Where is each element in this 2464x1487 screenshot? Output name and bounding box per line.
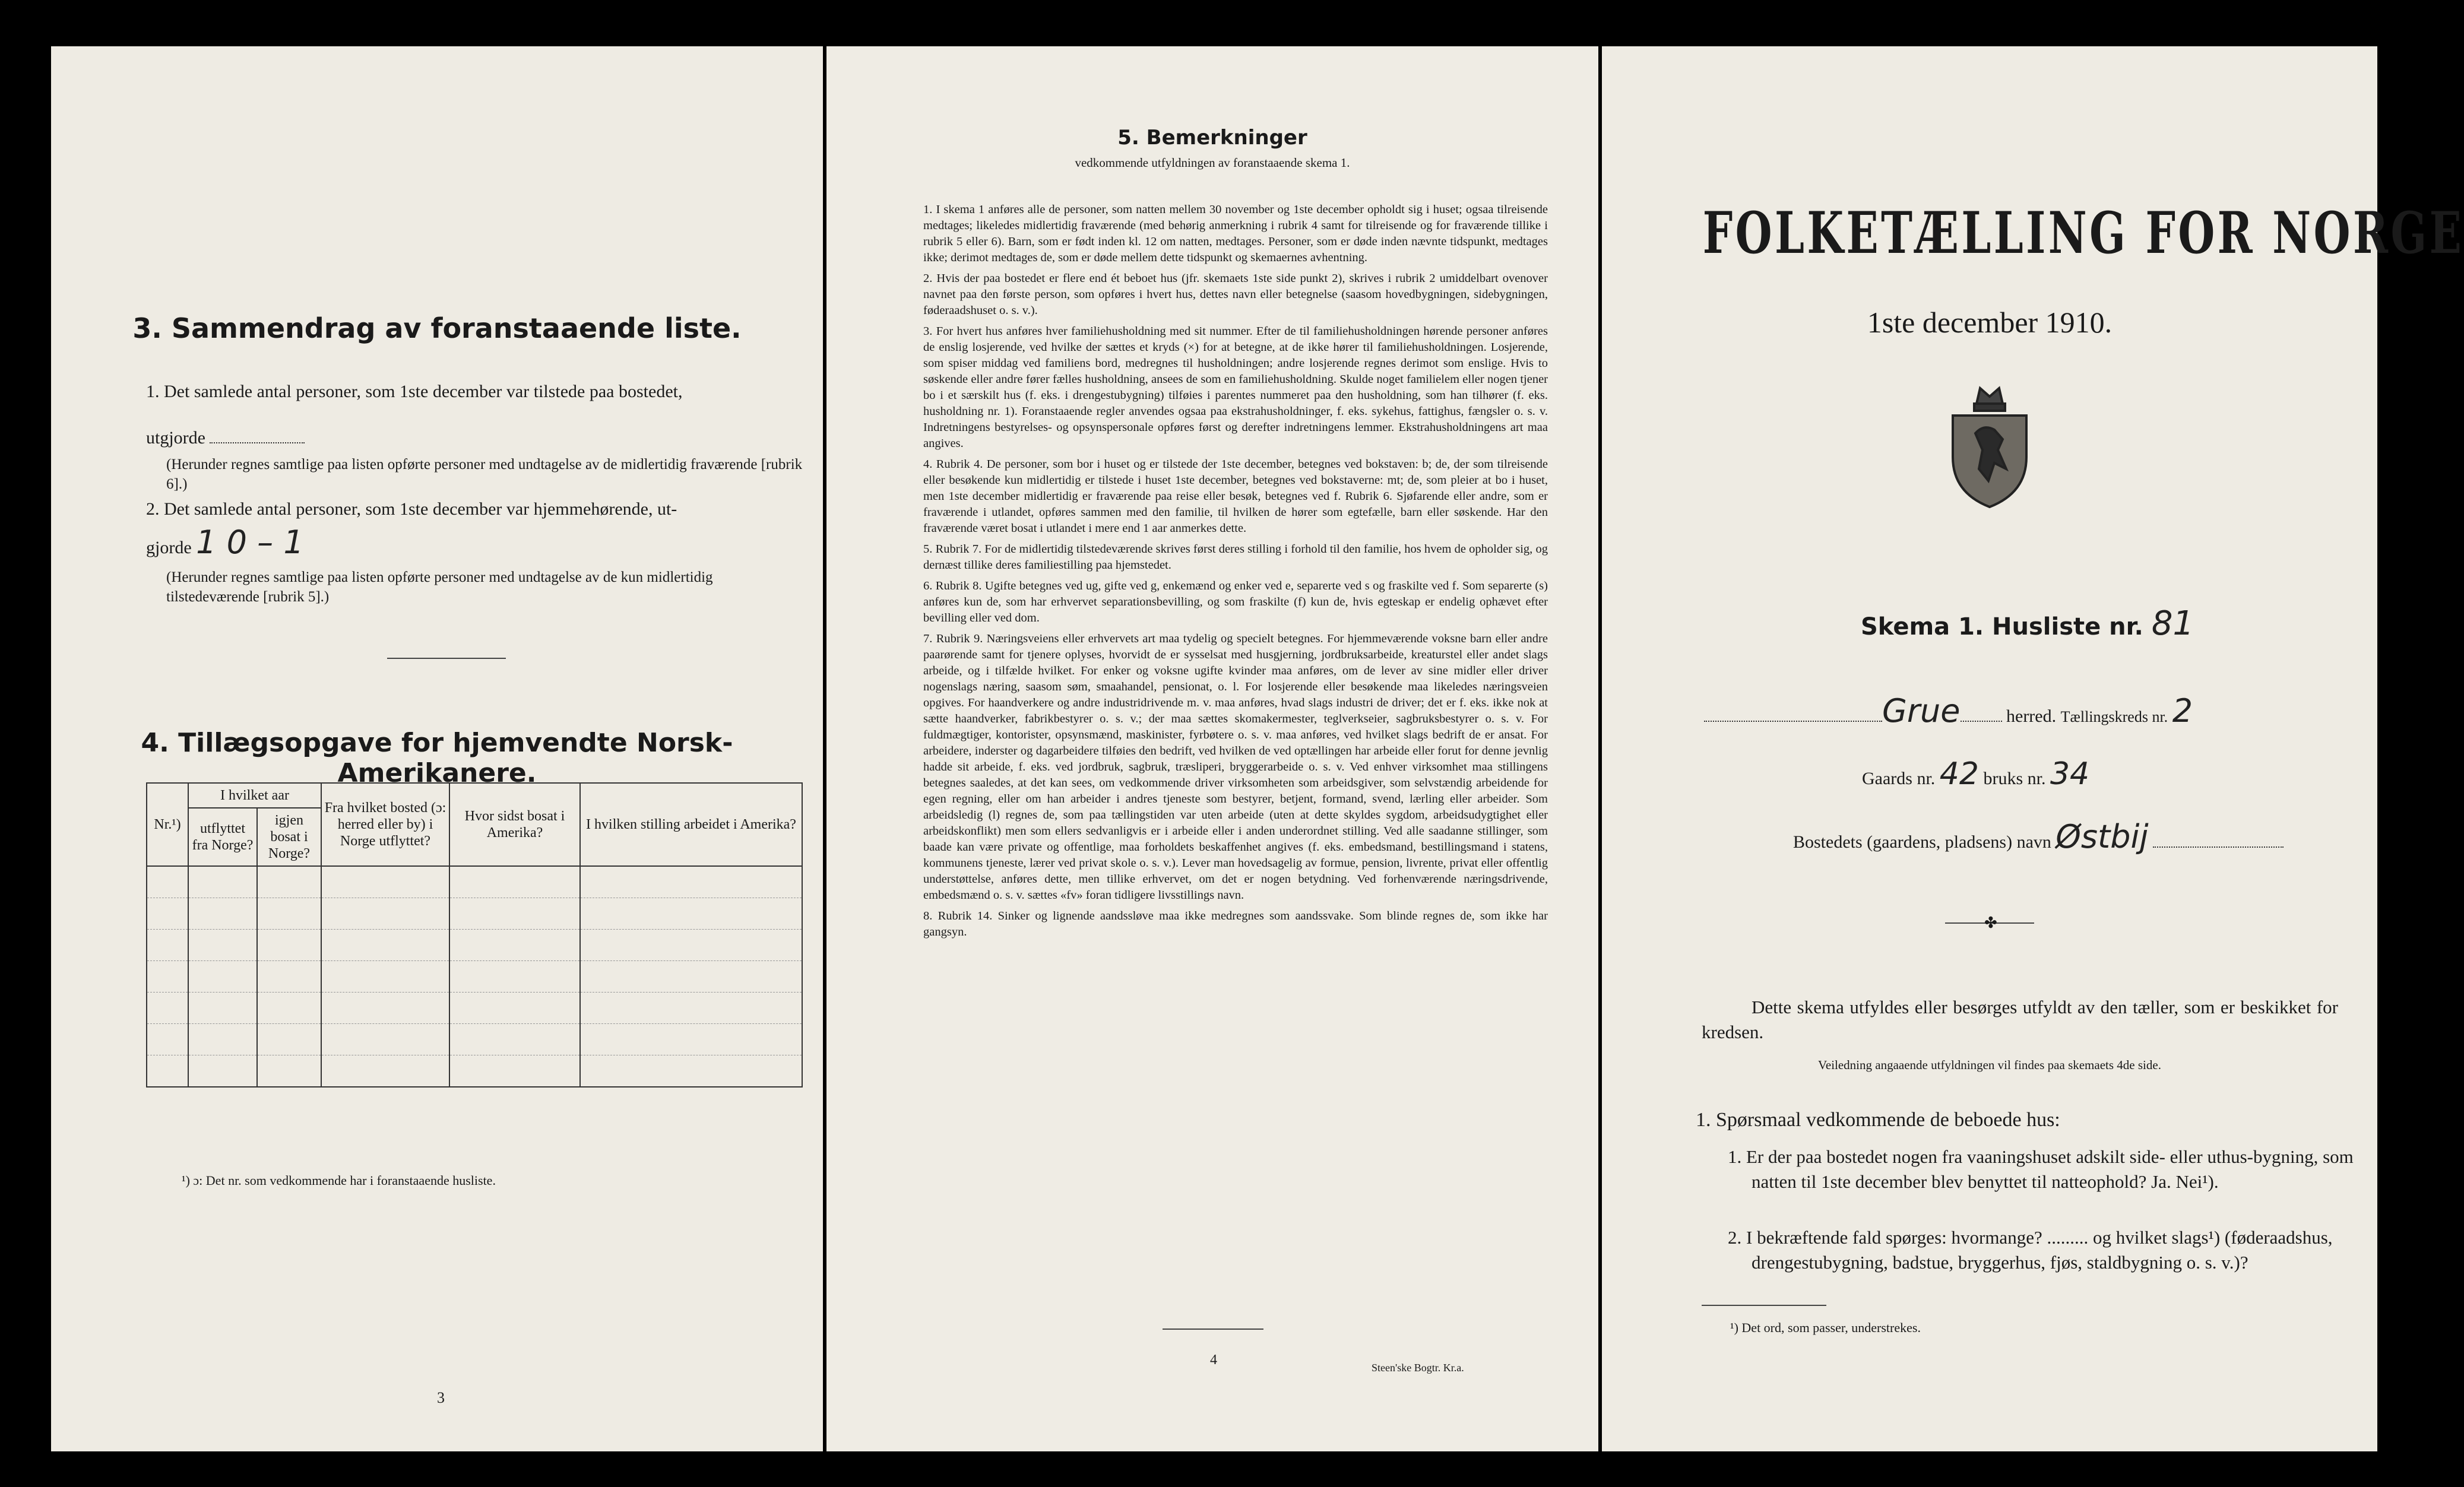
col-nr: Nr.¹)	[147, 783, 188, 866]
herred-value: Grue	[1882, 692, 1961, 730]
col-from-where: Fra hvilket bosted (ɔ: herred eller by) i Norge utflyttet?	[321, 783, 449, 866]
item2-handwritten-value: 1 0 – 1	[196, 524, 304, 561]
col-last-america: Hvor sidst bosat i Amerika?	[449, 783, 580, 866]
bosted-row	[1793, 818, 2284, 855]
item2-note: (Herunder regnes samtlige paa listen opførte personer med undtagelse av de kun midlertidig tilstedeværende [rubrik 5].)	[166, 569, 713, 605]
section3-item2	[146, 496, 805, 607]
page-left	[51, 46, 823, 1451]
section4-footnote: ¹) ɔ: Det nr. som vedkommende har i foranstaaende husliste.	[182, 1173, 496, 1188]
table-row	[147, 1055, 802, 1087]
divider	[1163, 1329, 1263, 1330]
bruks-value: 34	[2050, 756, 2090, 792]
item1-note: (Herunder regnes samtlige paa listen opførte personer med undtagelse av de midlertidig fraværende [rubrik 6].)	[166, 456, 803, 492]
gaards-row	[1862, 756, 2089, 792]
table-row	[147, 1024, 802, 1055]
remark-item: 7. Rubrik 9. Næringsveiens eller erhvervets art maa tydelig og specielt betegnes. For hjemmeværende voksne barn eller andre paarørende samt for tjenere oplyses, hvorvidt de er sysselsat med husgjerning, jordbruksarbeide, kreaturstel eller andet slags arbeide, og i tilfælde hvilket. For enker og voksne ugifte kvinder maa anføres, om de lever av sine midler eller driver nogenslags næring, saasom søm, smaahandel, pensionat, o. l. For losjerende eller besøkende maa likeledes næringsveien opgives. For haandverkere og andre industridrivende m. v. maa anføres, hvad slags industri de driver; det er f. eks. ikke nok at sætte haandverker, fabrikbestyrer o. s. v.; der maa sættes skomakermester, teglverkseier, sagbruksbestyrer o. s. v. For fuldmægtiger, kontorister, opsynsmænd, maskinister, fyrbøtere o. s. v. maa anføres, ved hvilket slags bedrift de er ansat. For arbeidere, inderster og dagarbeidere tilføies den bedrift, ved hvilken de ved optællingen har arbeide eller forut for denne jevnlig hadde sit arbeide, f. eks. ved jordbruk, sagbruk, træsliperi, bryggerarbeide o. s. v. Ved enhver virksomhet maa stillingens betegnes saaledes, at det kan sees, om vedkommende driver virksomheten som arbeidsgiver, som selvstændig arbeidende for egen regning, eller om han arbeider i andres tjeneste som bestyrer, betjent, formand, svend, lærling eller arbeider. Som arbeidsledig (l) regnes de, som paa tællingstiden var uten arbeide (uten at dette skyldes sygdom, arbeidsudygtighet eller arbeidskonflikt) men som ellers sedvanligvis er i arbeide eller i anden underordnet stilling. Ved alle saadanne stillinger, som baade kan være private og offentlige, maa forholdets beskaffenhet angives (f. eks. embedsmand, bestillingsmand i statens, kommunens tjeneste, lærer ved privat skole o. s. v.). Lever man hovedsagelig av formue, pension, livrente, privat eller offentlig understøttelse, anføres dette, men tillike erhvervet, om det er nogen betydning. Ved forhenværende næringsdrivende, embedsmænd o. s. v. sættes «fv» foran tidligere livsstillings navn.	[923, 632, 1548, 902]
page-right	[1602, 46, 2464, 1451]
col-group-year: I hvilket aar	[188, 783, 321, 808]
section3-item1	[146, 379, 805, 494]
item1-value-field	[210, 442, 305, 443]
remark-item: 8. Rubrik 14. Sinker og lignende aandssløve maa ikke medregnes som aandssvake. Som blinde regnes de, som ikke har gangsyn.	[923, 909, 1548, 939]
kreds-label: Tællingskreds nr.	[2060, 708, 2168, 725]
page-number: 3	[437, 1389, 445, 1406]
herred-label: herred.	[2006, 706, 2057, 726]
ornament-icon: ✤	[1984, 914, 1997, 931]
intro-note: Veiledning angaaende utfyldningen vil findes paa skemaets 4de side.	[1818, 1058, 2161, 1072]
footnote-rule	[1702, 1305, 1826, 1306]
col-returned: igjen bosat i Norge?	[257, 808, 321, 866]
table-row	[147, 961, 802, 993]
col-emigrated: utflyttet fra Norge?	[188, 808, 257, 866]
table-row	[147, 930, 802, 961]
item1-label: utgjorde	[146, 428, 205, 448]
item2-label: gjorde	[146, 538, 192, 557]
col-occupation-america: I hvilken stilling arbeidet i Amerika?	[580, 783, 802, 866]
gaards-value: 42	[1939, 756, 1979, 792]
section5-subtitle: vedkommende utfyldningen av foranstaaende skema 1.	[1075, 156, 1350, 170]
bosted-label: Bostedets (gaardens, pladsens) navn	[1793, 832, 2051, 852]
page-number: 4	[1210, 1352, 1217, 1368]
bosted-value: Østbij	[2056, 818, 2149, 855]
intro-text: Dette skema utfyldes eller besørges utfyldt av den tæller, som er beskikket for kredsen.	[1702, 997, 2338, 1042]
norsk-amerikanere-table	[146, 782, 803, 1087]
printer-mark: Steen'ske Bogtr. Kr.a.	[1372, 1362, 1464, 1374]
item1-text: 1. Det samlede antal personer, som 1ste december var tilstede paa bostedet,	[146, 382, 683, 401]
item2-text: 2. Det samlede antal personer, som 1ste december var hjemmehørende, ut-	[146, 499, 677, 519]
question-1: 1. Er der paa bostedet nogen fra vaaningshuset adskilt side- eller uthus-bygning, som natten til 1ste december blev benyttet til natteophold? Ja. Nei¹).	[1728, 1146, 2354, 1192]
herred-row	[1704, 692, 2333, 730]
husliste-number: 81	[2151, 604, 2194, 643]
schema-label: Skema 1. Husliste nr.	[1861, 613, 2143, 641]
census-date: 1ste december 1910.	[1867, 306, 2113, 339]
bruks-label: bruks nr.	[1983, 769, 2046, 788]
remark-item: 1. I skema 1 anføres alle de personer, som natten mellem 30 november og 1ste december opholdt sig i huset; ogsaa tilreisende medtages; likeledes midlertidig fraværende (med behørig anmerkning i rubrik 4 samt for tilreisende og for fraværende tillike i rubrik 5 eller 6). Barn, som er født inden kl. 12 om natten, medtages. Personer, som er døde inden nævnte tidspunkt, medtages ikke; derimot medtages de, som er døde mellem dette tidspunkt og skemaernes avhentning.	[923, 203, 1548, 264]
remark-item: 3. For hvert hus anføres hver familiehusholdning med sit nummer. Efter de til familiehusholdningen hørende personer anføres de enslig losjerende, ved hvilke der sættes et kryds (×) for at betegne, at de ikke hører til familiehusholdningen. Losjerende, som spiser middag ved familiens bord, medregnes til husholdningen; andre losjerende regnes derimot som enslige. Hvis to søskende eller andre fører fælles husholdning, ansees de som en familiehusholdning. Skulde noget familielem eller nogen tjener bo i et særskilt hus (f. eks. i drengestubygning) tilføies i parentes nummeret paa den husholdning, som han tilhører (f. eks. husholdning nr. 1). Foranstaaende regler anvendes ogsaa paa ekstrahusholdninger, f. eks. sykehus, fattighus, fængsler o. s. v. Indretningens bestyrelses- og opsynspersonale opføres først og derefter indretningens lemmer. Ekstrahusholdningens art maa angives.	[923, 325, 1548, 450]
divider	[387, 658, 506, 659]
norway-coat-of-arms-icon	[1941, 380, 2038, 511]
schema-row	[1861, 604, 2194, 643]
kreds-value: 2	[2172, 692, 2193, 730]
questions-heading: 1. Spørsmaal vedkommende de beboede hus:	[1696, 1109, 2060, 1131]
section3-title: 3. Sammendrag av foranstaaende liste.	[132, 312, 742, 344]
census-title: FOLKETÆLLING FOR NORGE	[1702, 199, 2464, 267]
gaards-label: Gaards nr.	[1862, 769, 1936, 788]
remarks-list	[923, 202, 1548, 945]
page-middle	[826, 46, 1598, 1451]
remark-item: 6. Rubrik 8. Ugifte betegnes ved ug, gifte ved g, enkemænd og enker ved e, separerte ved s og fraskilte ved f. Som separerte (s) anføres kun de, som har erhvervet separationsbevilling, og som fraskilte (f) kun de, hvis egteskap er endelig ophævet efter bevilling eller ved dom.	[923, 579, 1548, 624]
remark-item: 4. Rubrik 4. De personer, som bor i huset og er tilstede der 1ste december, betegnes ved bokstaven: b; de, der som tilreisende eller besøkende kun midlertidig er tilstede i huset 1ste december, betegnes ved bokstaverne: mt; de, som pleier at bo i huset, men 1ste december midlertidig er fraværende paa reise eller besøk, betegnes ved f. Rubrik 6. Sjøfarende eller andre, som er fraværende i utlandet, opføres sammen med den familie, til hvilken de hører som egtefælle, barn eller søskende. Har den fraværende været bosat i utlandet i mere end 1 aar anmerkes dette.	[923, 458, 1548, 535]
section5-title: 5. Bemerkninger	[1117, 126, 1307, 150]
table-row	[147, 993, 802, 1024]
table-row	[147, 898, 802, 930]
section4-title: 4. Tillægsopgave for hjemvendte Norsk-Amerikanere.	[141, 728, 733, 788]
question-2: 2. I bekræftende fald spørges: hvormange? ......... og hvilket slags¹) (føderaadshus, drengestubygning, badstue, bryggerhus, fjøs, staldbygning o. s. v.)?	[1728, 1227, 2333, 1273]
remark-item: 2. Hvis der paa bostedet er flere end ét beboet hus (jfr. skemaets 1ste side punkt 2), skrives i rubrik 2 umiddelbart ovenover navnet paa den første person, som opføres i hvert hus, dettes navn eller betegnelse (saasom hovedbygningen, sidebygningen, føderaadshuset o. s. v.).	[923, 272, 1548, 317]
table-row	[147, 866, 802, 898]
remark-item: 5. Rubrik 7. For de midlertidig tilstedeværende skrives først deres stilling i forhold til den familie, hos hvem de opholder sig, og dernæst tillike deres familiestilling paa hjemstedet.	[923, 543, 1548, 572]
page3-footnote: ¹) Det ord, som passer, understrekes.	[1730, 1320, 1921, 1335]
